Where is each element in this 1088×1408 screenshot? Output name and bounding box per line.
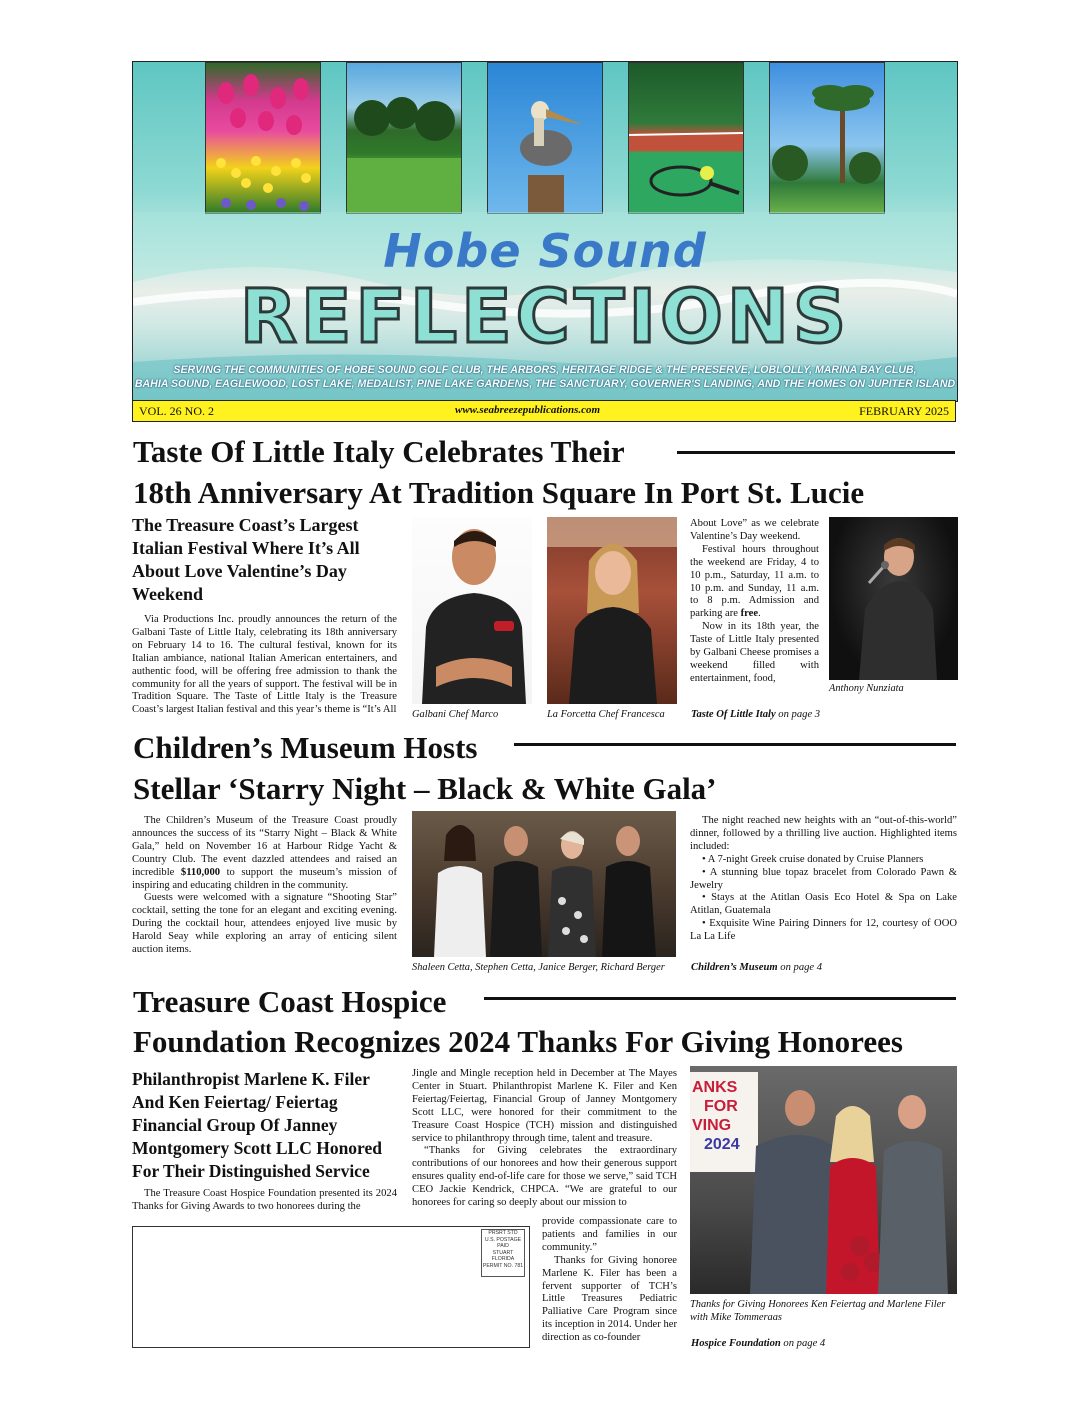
caption-chef-francesca: La Forcetta Chef Francesca bbox=[547, 709, 665, 720]
article3-body-col2-narrow: provide compassionate care to patients and families in our community.” Thanks for Giving honoree Marlene K. Filer has been a fervent supporter of TCH’s Little Treasures Pediatric Palliative Care Program since its inception in 2014. Under her direction as co-founder bbox=[542, 1216, 677, 1344]
article3-subhead: Philanthropist Marlene K. Filer And Ken Feiertag/ Feiertag Financial Group Of Janney Montgomery Scott LLC Honored For Their Distinguished Service bbox=[132, 1069, 382, 1181]
article3-headline-line2: Foundation Recognizes 2024 Thanks For Giving Honorees bbox=[133, 1024, 903, 1059]
anthony-nunziata-photo bbox=[829, 517, 958, 680]
article3-body-col1: The Treasure Coast Hospice Foundation presented its 2024 Thanks for Giving Awards to two honorees during the bbox=[132, 1188, 397, 1212]
article1-headline-line2: 18th Anniversary At Tradition Square In Port St. Lucie bbox=[133, 475, 865, 510]
headline-rule bbox=[514, 743, 956, 746]
volume-number: VOL. 26 NO. 2 bbox=[139, 404, 214, 418]
title-script: Hobe Sound bbox=[383, 224, 707, 278]
bullet-item: • Exquisite Wine Pairing Dinners for 12, courtesy of OOO La La Life bbox=[690, 918, 957, 943]
info-bar bbox=[132, 400, 956, 422]
article3-headline-line1: Treasure Coast Hospice bbox=[133, 984, 447, 1019]
article2-body-col3: The night reached new heights with an “out-of-this-world” dinner, followed by a thrilling live auction. Highlighted items included: • A 7-night Greek cruise donated by Cruise Planners • A stunning blue topaz bracelet from Colorado Pawn & Jewelry • Stays at the Atitlan Oasis Eco Hotel & Spa on Lake Atitlan, Guatemala • Exquisite Wine Pairing Dinners for 12, courtesy of OOO La La Life bbox=[690, 815, 957, 943]
article1-body-col2: About Love” as we celebrate Valentine’s Day weekend. Festival hours throughout the weekend are Friday, 4 to 10 p.m., Saturday, 11 a.m. to 10 p.m. and Sunday, 11 a.m. to 8 p.m. Admission and parking are free. Now in its 18th year, the Taste of Little Italy presented by Galbani Cheese promises a weekend filled with entertainment, food, bbox=[690, 518, 819, 684]
gala-attendees-photo bbox=[412, 811, 676, 957]
postage-permit: PRSRT STD U.S. POSTAGE PAID STUART FLORIDA PERMIT NO. 781 bbox=[481, 1229, 525, 1277]
issue-date: FEBRUARY 2025 bbox=[859, 404, 949, 418]
tennis-photo bbox=[628, 62, 744, 214]
tennis-racket-icon bbox=[629, 63, 743, 213]
bullet-item: • Stays at the Atitlan Oasis Eco Hotel & Spa on Lake Atitlan, Guatemala bbox=[690, 892, 957, 917]
bullet-item: • A stunning blue topaz bracelet from Colorado Pawn & Jewelry bbox=[690, 866, 957, 891]
pelican-icon bbox=[488, 63, 602, 213]
article3-jump-link[interactable]: Hospice Foundation on page 4 bbox=[691, 1338, 826, 1349]
singer-icon bbox=[829, 517, 958, 680]
serving-line-2: BAHIA SOUND, EAGLEWOOD, LOST LAKE, MEDALIST, PINE LAKE GARDENS, THE SANCTUARY, GOVERNER'S LANDING, AND THE HOMES ON JUPITER ISLAND bbox=[134, 378, 956, 390]
article1-subhead: The Treasure Coast’s Largest Italian Festival Where It’s All About Love Valentine’s Day Weekend bbox=[132, 515, 360, 604]
chef-marco-photo bbox=[412, 517, 532, 704]
article3-body-col2: Jingle and Mingle reception held in December at The Mayes Center in Stuart. Philanthropist Marlene K. Filer and Ken Feiertag/Feiertag, Financial Group of Janney Montgomery Scott LLC, were honored for their commitment to the Treasure Coast Hospice (TCH) mission and distinguished service to philanthropy through time, talent and treasure. “Thanks for Giving celebrates the extraordinary contributions of our honorees and how their generous support ensures quality end-of-life care for those we serve,” said TCH CEO Jackie Kendrick, CHPCA. “We are grateful to our honorees for caring so deeply about our mission to bbox=[412, 1068, 677, 1209]
golf-course-photo bbox=[346, 62, 462, 214]
article2-jump-link[interactable]: Children’s Museum on page 4 bbox=[691, 962, 823, 973]
serving-line-1: SERVING THE COMMUNITIES OF HOBE SOUND GOLF CLUB, THE ARBORS, HERITAGE RIDGE & THE PRESERVE, LOBLOLLY, MARINA BAY CLUB, bbox=[173, 364, 917, 376]
headline-rule bbox=[484, 997, 956, 1000]
article2-body-col1: The Children’s Museum of the Treasure Coast proudly announces the success of its “Starry Night – Black & White Gala,” held on November 16 at Harbour Ridge Yacht & Country Club. The event dazzled attendees and raised an incredible $110,000 to support the museum’s mission of inspiring and educating children in the community. Guests were welcomed with a signature “Shooting Star” cocktail, setting the tone for an elegant and exciting evening. During the cocktail hour, attendees enjoyed live music by Harold Seay while exploring an array of enticing silent auction items. bbox=[132, 815, 398, 956]
honorees-icon bbox=[690, 1066, 957, 1294]
group-icon bbox=[412, 811, 676, 957]
caption-hospice-honorees: Thanks for Giving Honorees Ken Feiertag and Marlene Filer with Mike Tommeraas bbox=[690, 1299, 946, 1323]
pelican-photo bbox=[487, 62, 603, 214]
article2-headline-line2: Stellar ‘Starry Night – Black & White Gala’ bbox=[133, 771, 717, 806]
website-link[interactable]: www.seabreezepublications.com bbox=[455, 404, 601, 416]
article1-jump-link[interactable]: Taste Of Little Italy on page 3 bbox=[691, 709, 821, 720]
caption-chef-marco: Galbani Chef Marco bbox=[412, 709, 499, 720]
title-main: REFLECTIONS bbox=[239, 274, 851, 360]
person-icon bbox=[547, 517, 677, 704]
article1-headline-line1: Taste Of Little Italy Celebrates Their bbox=[133, 434, 625, 469]
tulips-icon bbox=[206, 63, 320, 213]
palm-icon bbox=[770, 63, 884, 213]
thanks-for-giving-banner: ANKS FOR VING 2024 bbox=[690, 1072, 758, 1172]
headline-rule bbox=[677, 451, 955, 454]
person-icon bbox=[412, 517, 532, 704]
article1-body-col1: Via Productions Inc. proudly announces the return of the Galbani Taste of Little Italy, celebrating its 18th anniversary on February 14 to 16. The cultural festival, known for its Italian ambiance, national Italian American entertainers, and authentic food, will be offering free admission to thank the community for all the years of support. The festival will be in Tradition Square. The Taste of Little Italy is the Treasure Coast’s largest Italian festival and this year’s theme is “It’s All bbox=[132, 614, 397, 716]
article2-headline-line1: Children’s Museum Hosts bbox=[133, 730, 478, 765]
palm-trees-photo bbox=[769, 62, 885, 214]
masthead bbox=[132, 61, 958, 402]
caption-anthony-nunziata: Anthony Nunziata bbox=[829, 683, 904, 694]
trees-icon bbox=[347, 63, 461, 213]
bullet-item: • A 7-night Greek cruise donated by Cruise Planners bbox=[702, 853, 924, 865]
mailing-label-box bbox=[132, 1226, 530, 1348]
hospice-honorees-photo bbox=[690, 1066, 957, 1294]
chef-francesca-photo bbox=[547, 517, 677, 704]
caption-gala-attendees: Shaleen Cetta, Stephen Cetta, Janice Berger, Richard Berger bbox=[412, 962, 665, 973]
flowers-photo bbox=[205, 62, 321, 214]
